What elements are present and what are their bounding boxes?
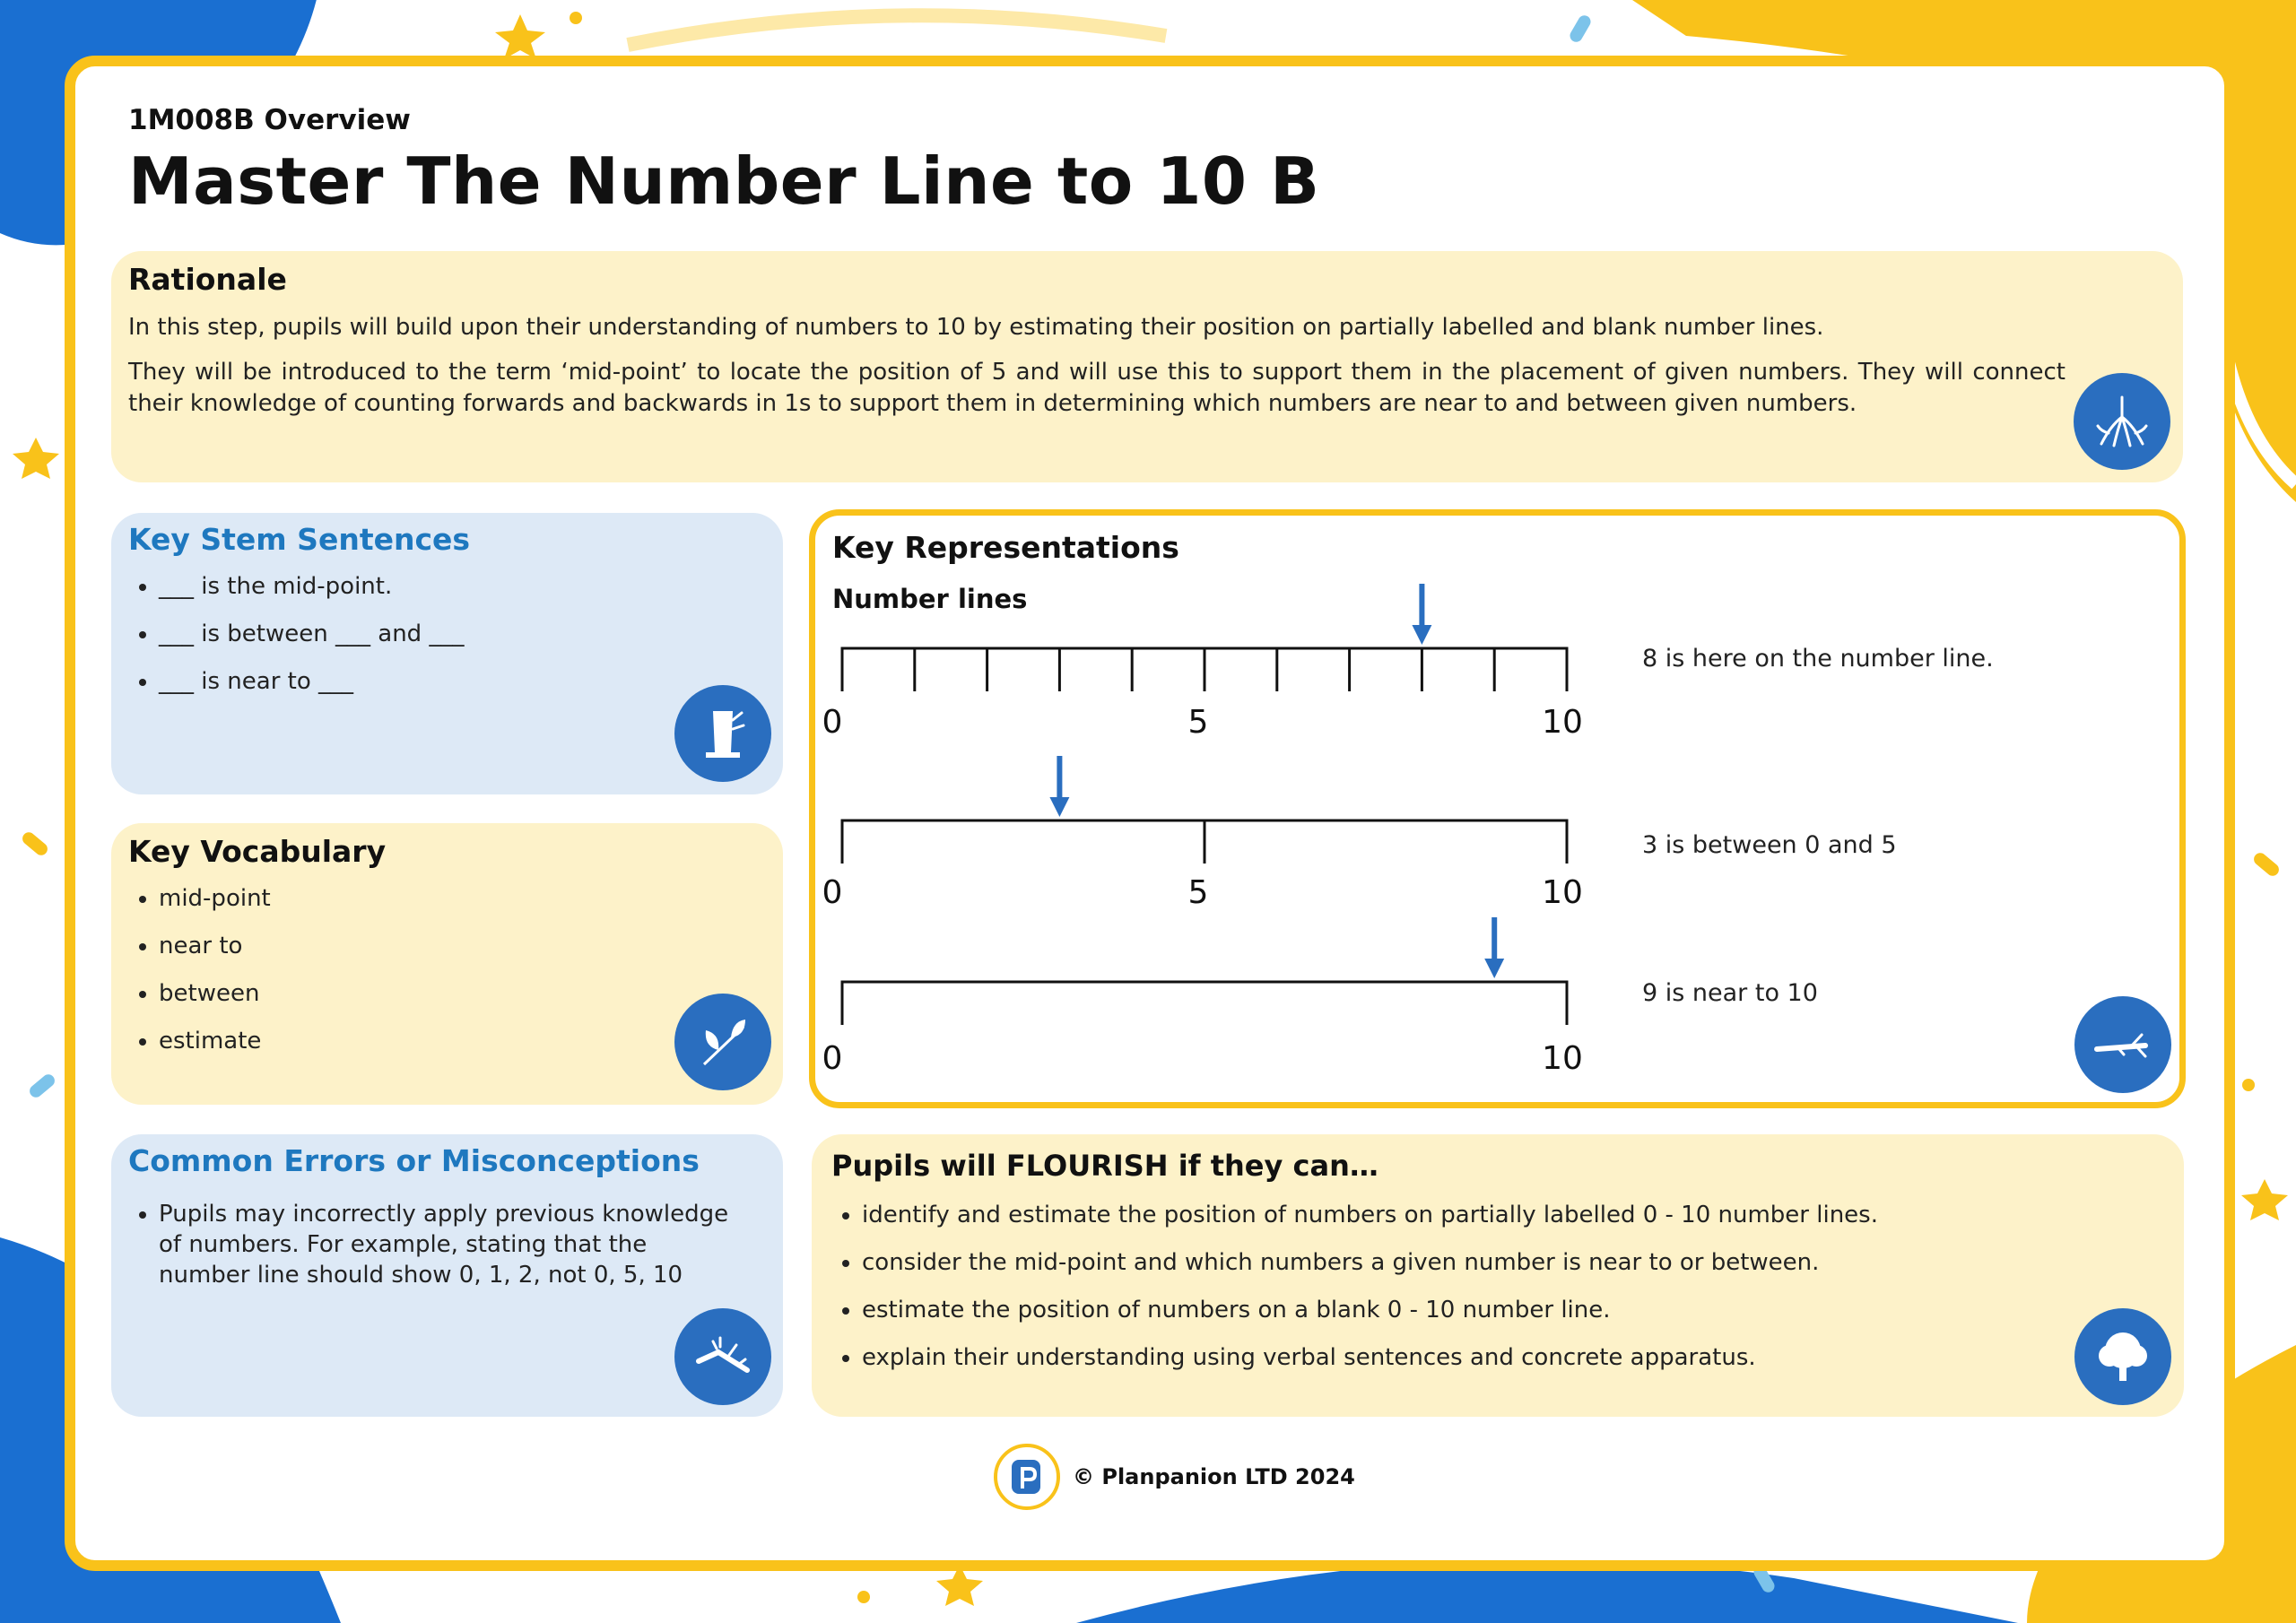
list-item: • estimate the position of numbers on a blank 0 - 10 number line.	[862, 1296, 1878, 1325]
list-item: • ___ is near to ___	[159, 667, 464, 697]
rationale-heading: Rationale	[128, 262, 287, 297]
arrow-head	[1484, 959, 1504, 978]
list-item: • identify and estimate the position of numbers on partially labelled 0 - 10 number lines.	[862, 1201, 1878, 1230]
roots-icon	[2074, 373, 2170, 470]
line1-statement: 8 is here on the number line.	[1642, 645, 1994, 673]
copyright-text: © Planpanion LTD 2024	[1073, 1464, 1355, 1489]
line2-statement: 3 is between 0 and 5	[1642, 831, 1897, 859]
stem-sentences-heading: Key Stem Sentences	[128, 522, 471, 557]
rationale-paragraph-1: In this step, pupils will build upon their understanding of numbers to 10 by estimating their position on partially labelled and blank number lines.	[128, 314, 1824, 341]
list-item: • near to	[159, 932, 271, 961]
flourish-panel	[812, 1134, 2184, 1417]
key-vocabulary-list	[128, 884, 271, 1074]
tree-trunk-icon	[674, 685, 771, 782]
footer	[994, 1444, 1355, 1510]
rationale-paragraph-2: They will be introduced to the term ‘mid-point’ to locate the position of 5 and will use this to support them in the placement of given numbers. They will connect their knowledge of counting forwards and backwards in 1s to support them in determining which numbers are near to and between given numbers.	[128, 359, 2066, 417]
line3-statement: 9 is near to 10	[1642, 979, 1818, 1007]
key-representations-heading: Key Representations	[832, 530, 1179, 565]
number-lines-figure	[815, 516, 1712, 1054]
line1-label-10: 10	[1542, 704, 1583, 741]
line1-label-5: 5	[1187, 704, 1209, 741]
page-title: Master The Number Line to 10 B	[128, 143, 1320, 219]
list-item: • ___ is between ___ and ___	[159, 620, 464, 649]
rationale-panel	[111, 251, 2183, 482]
arrow-head	[1049, 797, 1069, 817]
line3-label-10: 10	[1542, 1040, 1583, 1077]
line3-label-0: 0	[822, 1040, 843, 1077]
arrow-head	[1412, 625, 1431, 645]
branch-icon	[2074, 996, 2171, 1093]
list-item: • explain their understanding using verbal sentences and concrete apparatus.	[862, 1343, 1878, 1373]
list-item: • ___ is the mid-point.	[159, 572, 464, 602]
line2-label-10: 10	[1542, 874, 1583, 911]
flourish-heading: Pupils will FLOURISH if they can…	[831, 1149, 1378, 1183]
number-lines-subheading: Number lines	[832, 584, 1028, 614]
line2-label-5: 5	[1187, 874, 1209, 911]
list-item: • between	[159, 979, 271, 1009]
key-vocabulary-heading: Key Vocabulary	[128, 834, 387, 869]
common-errors-heading: Common Errors or Misconceptions	[128, 1143, 700, 1178]
broken-branch-icon	[674, 1308, 771, 1405]
list-item: • Pupils may incorrectly apply previous knowledge of numbers. For example, stating that the number line should show 0, 1, 2, not 0, 5, 10	[159, 1199, 733, 1290]
stem-sentences-panel	[111, 513, 783, 794]
lesson-code: 1M008B Overview	[128, 104, 411, 136]
key-vocabulary-panel	[111, 823, 783, 1105]
stem-sentences-list	[128, 572, 464, 715]
list-item: • consider the mid-point and which numbers a given number is near to or between.	[862, 1248, 1878, 1278]
flourish-list	[831, 1201, 1878, 1391]
list-item: • mid-point	[159, 884, 271, 914]
common-errors-panel	[111, 1134, 783, 1417]
line1-label-0: 0	[822, 704, 843, 741]
line2-label-0: 0	[822, 874, 843, 911]
common-errors-list	[128, 1199, 733, 1308]
full-tree-icon	[2074, 1308, 2171, 1405]
leaf-sprig-icon	[674, 994, 771, 1090]
key-representations-panel	[809, 509, 2186, 1108]
list-item: • estimate	[159, 1027, 271, 1056]
planpanion-logo	[994, 1444, 1060, 1510]
